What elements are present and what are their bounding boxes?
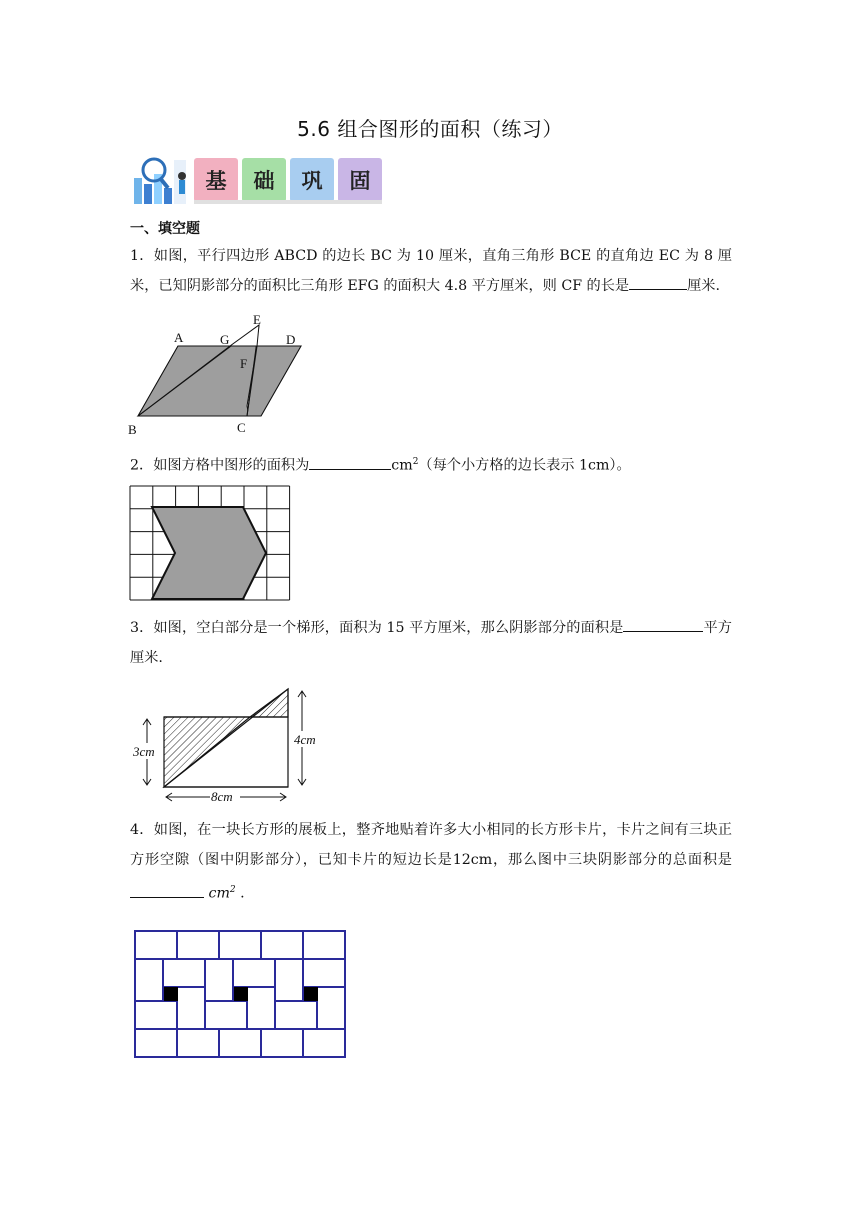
question-4-body: 4．如图，在一块长方形的展板上，整齐地贴着许多大小相同的长方形卡片，卡片之间有三块正方形空隙（图中阴影部分），已知卡片的短边长是 bbox=[130, 822, 732, 868]
card bbox=[261, 931, 303, 959]
label-a: A bbox=[174, 330, 184, 345]
label-b: B bbox=[128, 422, 137, 437]
gap-square bbox=[304, 987, 318, 1001]
question-3-body: 3．如图，空白部分是一个梯形，面积为 15 平方厘米，那么阴影部分的面积是 bbox=[130, 620, 624, 636]
page-title: 5.6 组合图形的面积（练习） bbox=[297, 117, 563, 141]
card bbox=[177, 931, 219, 959]
card bbox=[303, 1029, 345, 1057]
card bbox=[275, 959, 303, 1001]
card-value: 12 bbox=[452, 852, 471, 868]
section-heading: 一、填空题 bbox=[130, 221, 200, 237]
banner-char: 固 bbox=[349, 169, 371, 193]
card bbox=[205, 1001, 247, 1029]
card bbox=[135, 931, 177, 959]
question-4-end: . bbox=[240, 885, 245, 902]
bottom-dimension-label: 8cm bbox=[211, 789, 233, 804]
card bbox=[275, 1001, 317, 1029]
answer-blank[interactable] bbox=[130, 881, 204, 898]
figure-card-board bbox=[130, 926, 352, 1062]
magnifier-chart-icon bbox=[134, 159, 186, 204]
banner-char: 础 bbox=[253, 169, 275, 193]
card bbox=[135, 1029, 177, 1057]
question-2-unit: cm bbox=[391, 457, 413, 474]
left-dimension-label: 3cm bbox=[133, 744, 155, 759]
question-2-note: （每个小方格的边长表示 1cm）。 bbox=[418, 457, 631, 474]
card bbox=[261, 1029, 303, 1057]
shaded-arrow-shape bbox=[152, 507, 266, 599]
card bbox=[247, 987, 275, 1029]
banner-char: 基 bbox=[205, 169, 227, 193]
card bbox=[219, 1029, 261, 1057]
card bbox=[135, 959, 163, 1001]
section-banner bbox=[130, 154, 390, 214]
question-3-text bbox=[130, 613, 732, 673]
question-4-body-2: ，那么图中三块阴影部分的总面积是 bbox=[492, 852, 732, 868]
question-3-unit: 平方厘米. bbox=[130, 620, 732, 666]
question-2-body: 2．如图方格中图形的面积为 bbox=[130, 457, 310, 474]
card bbox=[219, 931, 261, 959]
question-1-unit: 厘米. bbox=[687, 278, 720, 294]
card-unit: cm bbox=[470, 852, 493, 868]
label-g: G bbox=[220, 332, 230, 347]
question-1-body: 1．如图，平行四边形 ABCD 的边长 BC 为 10 厘米，直角三角形 BCE 的直角边 EC 为 8 厘米，已知阴影部分的面积比三角形 EFG 的面积大 4.8 平方厘米，则 CF 的长是 bbox=[130, 248, 732, 294]
answer-blank[interactable] bbox=[309, 453, 391, 470]
card bbox=[205, 959, 233, 1001]
question-4-text bbox=[130, 815, 732, 909]
banner-graphic bbox=[130, 154, 390, 210]
card bbox=[163, 959, 205, 987]
question-2-text bbox=[130, 447, 732, 481]
answer-blank[interactable] bbox=[623, 615, 703, 632]
banner-char: 巩 bbox=[301, 169, 323, 193]
card bbox=[135, 1001, 177, 1029]
card bbox=[303, 931, 345, 959]
card bbox=[177, 987, 205, 1029]
triangle-efg bbox=[230, 325, 259, 346]
gap-square bbox=[164, 987, 178, 1001]
answer-unit-sup: 2 bbox=[229, 885, 236, 895]
card bbox=[317, 987, 345, 1029]
card bbox=[177, 1029, 219, 1057]
answer-unit: cm bbox=[208, 885, 230, 902]
figure-trapezoid bbox=[130, 683, 330, 805]
card bbox=[233, 959, 275, 987]
label-f: F bbox=[240, 356, 248, 371]
label-c: C bbox=[237, 420, 246, 435]
figure-grid bbox=[129, 485, 291, 603]
card bbox=[303, 959, 345, 987]
label-e: E bbox=[253, 312, 261, 327]
gap-square bbox=[234, 987, 248, 1001]
right-dimension-label: 4cm bbox=[294, 732, 316, 747]
question-1-text bbox=[130, 241, 732, 301]
figure-parallelogram bbox=[126, 310, 316, 440]
question-2-unit-sup: 2 bbox=[412, 457, 419, 467]
answer-blank[interactable] bbox=[629, 273, 687, 290]
label-d: D bbox=[286, 332, 296, 347]
